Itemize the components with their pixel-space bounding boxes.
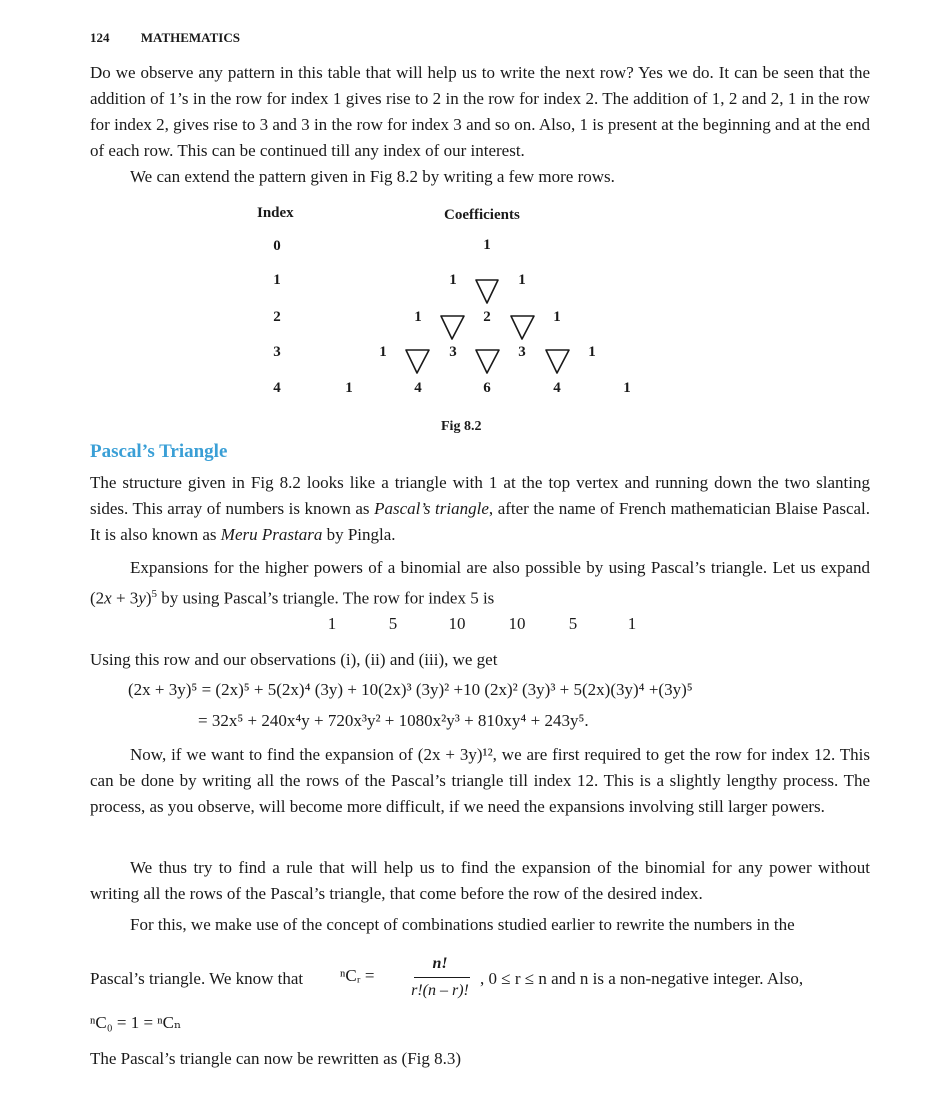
term-meru-prastara: Meru Prastara: [220, 525, 323, 544]
down-triangle-icon: [476, 280, 498, 303]
paragraph-general-rule: We thus try to find a rule that will help us to find the expansion of the binomial for any power without writing all the rows of the Pascal’s triangle, that come before the row of the desired index.: [90, 858, 870, 903]
paragraph-pascal-definition: [90, 470, 870, 548]
term-pascals-triangle: Pascal’s triangle: [374, 499, 489, 518]
down-triangle-icon: [511, 316, 534, 339]
row-value: 10: [508, 614, 526, 633]
paragraph-using-row: Using this row and our observations (i), (ii) and (iii), we get: [90, 650, 498, 669]
down-triangle-icon: [441, 316, 464, 339]
formula-lhs: ⁿCᵣ =: [340, 966, 375, 985]
index-label: 3: [273, 344, 281, 360]
coefficient: 1: [483, 237, 491, 253]
paragraph-extend: We can extend the pattern given in Fig 8.2 by writing a few more rows.: [130, 167, 615, 186]
row-value: 5: [568, 614, 578, 633]
combination-identity: ⁿC₀ = 1 = ⁿCₙ: [90, 1013, 182, 1032]
row-value: 5: [388, 614, 398, 633]
paragraph-pattern: Do we observe any pattern in this table that will help us to write the next row? Yes we do. It can be seen that the addition of 1’s in the row for index 1 gives rise to 2 in the row for index 2. The addition of 1, 2 and 2, 1 in the row for index 2, gives rise to 3 and 3 in the row for index 3 and so on. Also, 1 is present at the beginning and at the end of each row. This can be continued till any index of our interest.: [90, 63, 870, 160]
down-triangle-icon: [546, 350, 569, 373]
index-label: 2: [273, 309, 281, 325]
formula-numerator: n!: [432, 955, 448, 972]
coefficients-column-header: Coefficients: [444, 207, 520, 223]
coefficient: 3: [518, 344, 526, 360]
coefficient: 1: [553, 309, 561, 325]
coefficient: 1: [518, 272, 526, 288]
coefficient: 6: [483, 380, 491, 396]
coefficient: 1: [588, 344, 596, 360]
expansion-result: = 32x⁵ + 240x⁴y + 720x³y² + 1080x²y³ + 810xy⁴ + 243y⁵.: [198, 711, 589, 730]
figure-caption: Fig 8.2: [441, 419, 482, 434]
coefficient: 4: [414, 380, 422, 396]
coefficient: 2: [483, 309, 491, 325]
coefficient: 3: [449, 344, 457, 360]
paragraph-expansion-intro: Expansions for the higher powers of a binomial are also possible by using Pascal’s triangle. Let us expand $(2x + 3y)^5$ by using Pascal’s triangle. The row for index 5 is: [90, 558, 870, 608]
down-triangle-icon: [406, 350, 429, 373]
paragraph-index-12: Now, if we want to find the expansion of (2x + 3y)¹², we are first required to get the row for index 12. This can be done by writing all the rows of the Pascal’s triangle till index 12. This is a slightly lengthy process. The process, as you observe, will become more difficult, if we need the expansions involving still larger powers.: [90, 745, 870, 816]
index-column-header: Index: [257, 205, 294, 221]
coefficient: 1: [414, 309, 422, 325]
down-triangle-icon: [476, 350, 499, 373]
subject-title: MATHEMATICS: [140, 30, 240, 45]
text-segment: by using Pascal’s triangle. The row for index 5 is: [157, 588, 495, 608]
coefficient: 1: [623, 380, 631, 396]
coefficient: 1: [379, 344, 387, 360]
paragraph-combinations: For this, we make use of the concept of combinations studied earlier to rewrite the numbers in the: [130, 915, 795, 934]
text-segment: by Pingla.: [322, 525, 396, 544]
coefficient: 4: [553, 380, 561, 396]
section-title: Pascal’s Triangle: [90, 441, 228, 462]
exponent: 5: [151, 588, 158, 600]
index-label: 0: [273, 238, 281, 254]
text-segment: , after the name of French mathematician Blaise Pascal. It is also known as: [90, 499, 871, 544]
paragraph-rewritten: The Pascal’s triangle can now be rewritten as (Fig 8.3): [90, 1049, 462, 1068]
index-label: 1: [273, 272, 281, 288]
page-number: 124: [90, 30, 110, 45]
text-segment: ): [145, 588, 152, 608]
text-segment: The structure given in Fig 8.2 looks like a triangle with 1 at the top vertex and running down the two slanting sides. This array of numbers is known as: [90, 473, 870, 518]
row-value: 1: [327, 614, 337, 633]
row-value: 1: [627, 614, 637, 633]
index-label: 4: [273, 380, 281, 396]
coefficient: 1: [345, 380, 353, 396]
formula-denominator: r!(n – r)!: [411, 982, 469, 999]
fraction-bar: [414, 977, 470, 978]
text-segment: + 3: [111, 588, 139, 608]
formula-lead-text: Pascal’s triangle. We know that: [90, 969, 304, 988]
row-value: 10: [448, 614, 466, 633]
coefficient: 1: [449, 272, 457, 288]
text-segment: Expansions for the higher powers of a binomial are also possible by using Pascal’s triangle. Let us expand (2: [90, 558, 870, 608]
formula-tail-text: , 0 ≤ r ≤ n and n is a non-negative integer. Also,: [480, 969, 804, 988]
expansion-equation: (2x + 3y)⁵ = (2x)⁵ + 5(2x)⁴ (3y) + 10(2x)³ (3y)² +10 (2x)² (3y)³ + 5(2x)(3y)⁴ +(3y)⁵: [128, 680, 693, 699]
